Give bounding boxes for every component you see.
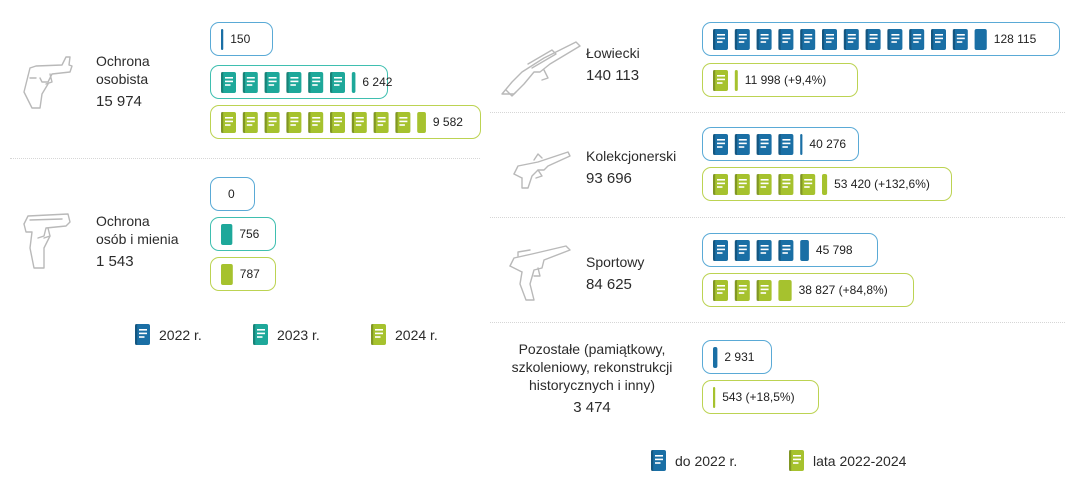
book-icon xyxy=(308,112,323,133)
book-icon xyxy=(286,72,301,93)
bar-sportowy-lata-2022-2024-books xyxy=(713,280,792,301)
book-icon xyxy=(243,112,258,133)
bar-value-label: 40 276 xyxy=(809,137,847,151)
separator xyxy=(490,112,1065,113)
book-icon xyxy=(713,70,728,91)
flintlock-pistol-icon xyxy=(512,148,572,195)
book-icon xyxy=(374,112,389,133)
bar-value-label: 787 xyxy=(239,267,260,281)
book-icon xyxy=(735,29,750,50)
book-icon-partial xyxy=(713,387,715,408)
book-icon xyxy=(778,134,793,155)
book-icon-partial xyxy=(221,264,233,285)
book-icon-partial xyxy=(221,224,232,245)
bar-value-label: 9 582 xyxy=(432,115,463,129)
bar-lowiecki-lata-2022-2024 xyxy=(702,63,858,97)
bar-ochrona-osob-i-mienia-1 xyxy=(210,217,276,251)
category-name: Sportowy xyxy=(586,254,645,270)
bar-value-label: 11 998 (+9,4%) xyxy=(744,73,827,87)
book-icon xyxy=(789,450,804,471)
bar-sportowy-lata-2022-2024 xyxy=(702,273,914,307)
book-icon xyxy=(800,174,815,195)
bar-pozostale-do-2022-books xyxy=(713,347,717,368)
bar-ochrona-osobista-0 xyxy=(210,22,273,56)
book-icon xyxy=(265,112,280,133)
category-kolekcjonerski xyxy=(586,147,676,189)
book-icon xyxy=(330,112,345,133)
bar-lowiecki-lata-2022-2024-books xyxy=(713,70,738,91)
bar-ochrona-osob-i-mienia-2 xyxy=(210,257,276,291)
book-icon xyxy=(221,112,236,133)
category-name: osobista xyxy=(96,71,149,87)
book-icon xyxy=(330,72,345,93)
bar-value-label: 756 xyxy=(239,227,260,241)
bar-value-label: 150 xyxy=(230,32,251,46)
bar-pozostale-lata-2022-2024 xyxy=(702,380,819,414)
bar-ochrona-osobista-1-books xyxy=(221,72,355,93)
book-icon xyxy=(757,134,772,155)
book-icon xyxy=(866,29,881,50)
bar-ochrona-osobista-2-books xyxy=(221,112,426,133)
bar-lowiecki-do-2022-books xyxy=(713,29,987,50)
legend-label: 2023 r. xyxy=(277,326,320,343)
category-name: osób i mienia xyxy=(96,231,179,247)
book-icon xyxy=(713,240,728,261)
category-ochrona-osob-i-mienia xyxy=(96,212,179,272)
book-icon-partial xyxy=(822,174,827,195)
book-icon-partial xyxy=(417,112,426,133)
bar-ochrona-osobista-2 xyxy=(210,105,481,139)
bar-value-label: 38 827 (+84,8%) xyxy=(798,283,888,297)
book-icon-partial xyxy=(713,347,717,368)
book-icon xyxy=(713,174,728,195)
book-icon xyxy=(757,240,772,261)
book-icon xyxy=(735,280,750,301)
bar-sportowy-do-2022-books xyxy=(713,240,809,261)
bar-value-label: 53 420 (+132,6%) xyxy=(834,177,930,191)
bar-value-label: 0 xyxy=(228,187,235,201)
book-icon-partial xyxy=(221,29,223,50)
category-total: 1 543 xyxy=(96,253,134,270)
category-name: Ochrona xyxy=(96,53,150,69)
book-icon xyxy=(713,29,728,50)
bar-ochrona-osobista-0-books xyxy=(221,29,223,50)
book-icon xyxy=(395,112,410,133)
sport-pistol-icon xyxy=(508,244,572,307)
category-name: historycznych i inny) xyxy=(528,377,656,393)
bar-value-label: 45 798 xyxy=(815,243,853,257)
book-icon-partial xyxy=(800,240,809,261)
legend-label: lata 2022-2024 xyxy=(813,452,907,469)
category-name: Pozostałe (pamiątkowy, xyxy=(518,341,666,357)
book-icon xyxy=(953,29,968,50)
bar-value-label: 128 115 xyxy=(993,32,1037,46)
separator xyxy=(490,217,1065,218)
book-icon xyxy=(909,29,924,50)
book-icon xyxy=(651,450,666,471)
bar-kolekcjonerski-lata-2022-2024 xyxy=(702,167,952,201)
bar-ochrona-osobista-1 xyxy=(210,65,393,99)
legend-2022 xyxy=(135,324,202,345)
category-ochrona-osobista xyxy=(96,52,150,112)
book-icon-partial xyxy=(800,134,802,155)
bar-pozostale-do-2022 xyxy=(702,340,772,374)
book-icon xyxy=(308,72,323,93)
category-name: Łowiecki xyxy=(586,45,640,61)
legend-lata-2022-2024 xyxy=(789,450,906,471)
book-icon xyxy=(286,112,301,133)
book-icon xyxy=(713,280,728,301)
bar-pozostale-lata-2022-2024-books xyxy=(713,387,715,408)
book-icon xyxy=(844,29,859,50)
legend-label: do 2022 r. xyxy=(675,452,738,469)
book-icon xyxy=(221,72,236,93)
separator xyxy=(10,158,480,159)
bar-sportowy-do-2022 xyxy=(702,233,878,267)
category-name: Ochrona xyxy=(96,213,150,229)
category-sportowy xyxy=(586,253,644,295)
book-icon xyxy=(887,29,902,50)
bar-ochrona-osob-i-mienia-1-books xyxy=(221,224,232,245)
bar-lowiecki-do-2022 xyxy=(702,22,1060,56)
separator xyxy=(490,322,1065,323)
book-icon xyxy=(778,29,793,50)
bar-value-label: 6 242 xyxy=(362,75,393,89)
category-total: 140 113 xyxy=(586,67,640,84)
book-icon-partial xyxy=(975,29,987,50)
hunting-rifle-icon xyxy=(500,38,582,103)
bar-value-label: 2 931 xyxy=(724,350,755,364)
bar-ochrona-osob-i-mienia-2-books xyxy=(221,264,233,285)
book-icon-partial xyxy=(352,72,356,93)
revolver-icon xyxy=(22,48,74,115)
bar-kolekcjonerski-lata-2022-2024-books xyxy=(713,174,827,195)
legend-2024 xyxy=(371,324,438,345)
category-total: 84 625 xyxy=(586,276,632,293)
book-icon-partial xyxy=(778,280,791,301)
category-total: 3 474 xyxy=(573,399,611,416)
legend-label: 2022 r. xyxy=(159,326,202,343)
category-pozostale xyxy=(492,340,692,418)
book-icon xyxy=(778,240,793,261)
book-icon xyxy=(713,134,728,155)
book-icon xyxy=(371,324,386,345)
book-icon xyxy=(253,324,268,345)
book-icon xyxy=(735,174,750,195)
book-icon-partial xyxy=(735,70,738,91)
category-total: 93 696 xyxy=(586,170,632,187)
book-icon xyxy=(757,280,772,301)
category-total: 15 974 xyxy=(96,93,142,110)
category-name: Kolekcjonerski xyxy=(586,148,677,164)
bar-kolekcjonerski-do-2022-books xyxy=(713,134,802,155)
book-icon xyxy=(931,29,946,50)
book-icon xyxy=(243,72,258,93)
legend-do-2022 xyxy=(651,450,737,471)
book-icon xyxy=(800,29,815,50)
book-icon xyxy=(352,112,367,133)
legend-label: 2024 r. xyxy=(395,326,438,343)
book-icon xyxy=(265,72,280,93)
book-icon xyxy=(778,174,793,195)
bar-ochrona-osob-i-mienia-0 xyxy=(210,177,255,211)
book-icon xyxy=(735,240,750,261)
book-icon xyxy=(757,29,772,50)
legend-2023 xyxy=(253,324,320,345)
bar-kolekcjonerski-do-2022 xyxy=(702,127,859,161)
pistol-icon xyxy=(22,208,72,275)
book-icon xyxy=(822,29,837,50)
bar-value-label: 543 (+18,5%) xyxy=(722,390,795,404)
category-name: szkoleniowy, rekonstrukcji xyxy=(511,359,673,375)
book-icon xyxy=(757,174,772,195)
book-icon xyxy=(735,134,750,155)
category-lowiecki xyxy=(586,44,640,86)
book-icon xyxy=(135,324,150,345)
